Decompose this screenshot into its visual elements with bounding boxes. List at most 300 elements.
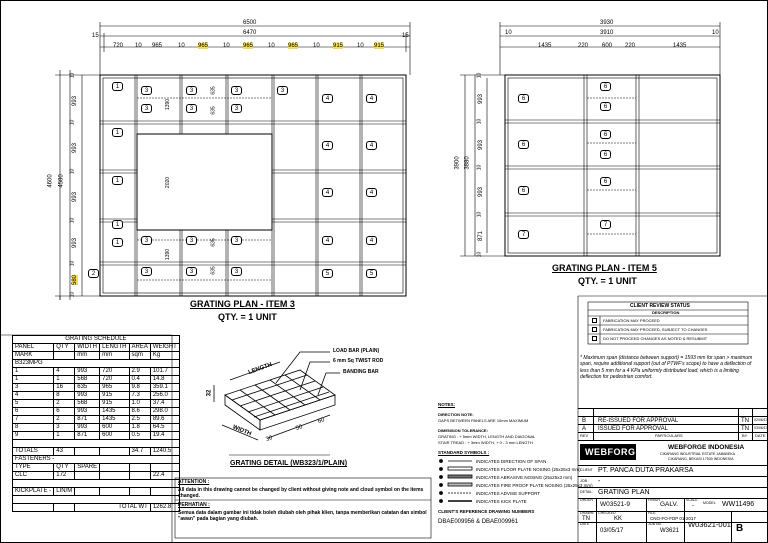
table-row bbox=[13, 344, 180, 352]
attention-id-text: Semua data dalam gambar ini tidak boleh diubah oleh pihak klien, tanpa memberikan catatan dan simbol "awan" pada bagian yang diubah. bbox=[178, 510, 427, 522]
table-cell: 1.8 bbox=[129, 424, 150, 432]
item3-seg-4: 965 bbox=[198, 43, 209, 49]
rev-head-desc: PARTICULARS bbox=[655, 433, 683, 438]
rev-head-rev: REV bbox=[580, 433, 589, 438]
panel-mark: 3 bbox=[186, 86, 197, 95]
table-cell: 1 bbox=[54, 432, 75, 440]
table-cell: 37.4 bbox=[150, 400, 179, 408]
item3-left-outer: 4600 bbox=[47, 174, 54, 188]
total-wt-row bbox=[13, 504, 180, 512]
dim-30: 30 bbox=[265, 435, 274, 443]
banding-bar-label: BANDING BAR bbox=[343, 369, 379, 375]
panel-mark: 3 bbox=[186, 104, 197, 113]
item5-left-row-1: 993 bbox=[478, 93, 485, 105]
client-value: PT. PANCA DUTA PRAKARSA bbox=[598, 467, 694, 474]
panel-mark: 1 bbox=[112, 238, 123, 247]
panel-mark: 1 bbox=[112, 176, 123, 185]
table-row bbox=[13, 408, 180, 416]
rev-head-date: DATE bbox=[755, 433, 766, 438]
table-row bbox=[13, 416, 180, 424]
item5-left-row-8: 10 bbox=[476, 251, 483, 258]
table-cell: 64.5 bbox=[150, 424, 179, 432]
item3-top-left-margin: 15 bbox=[92, 33, 99, 39]
panel-mark: 1 bbox=[112, 128, 123, 137]
symbols-head: STANDARD SYMBOLS : bbox=[438, 450, 490, 455]
item5-left-row-2: 10 bbox=[476, 118, 483, 125]
item3-inner-635b: 635 bbox=[210, 106, 217, 115]
rev-date: 03/05/17 bbox=[754, 426, 768, 430]
panel-mark: 3 bbox=[277, 86, 288, 95]
table-cell: 8.6 bbox=[129, 408, 150, 416]
item3-seg-12: 915 bbox=[374, 43, 385, 49]
symbol-advise-support: INDICATES ADVISE SUPPORT bbox=[476, 491, 541, 496]
panel-mark: 6 bbox=[518, 140, 529, 149]
order-value: W03521-9 bbox=[600, 501, 630, 508]
table-cell: 256.0 bbox=[150, 392, 179, 400]
col-header: AREA bbox=[129, 344, 150, 352]
item5-left-row-5: 993 bbox=[478, 186, 485, 198]
table-cell: 1.0 bbox=[129, 400, 150, 408]
table-cell: KICKPLATE - bbox=[13, 488, 54, 496]
table-cell: 993 bbox=[75, 424, 100, 432]
panel-mark: 5 bbox=[322, 269, 333, 278]
order-label: ORDER bbox=[580, 498, 593, 502]
col-subheader: mm bbox=[75, 352, 100, 360]
rev-by: TN bbox=[741, 426, 749, 432]
item3-top-overall: 6500 bbox=[243, 20, 257, 26]
col-subheader: mm bbox=[100, 352, 129, 360]
item3-left-row-4: 10 bbox=[69, 168, 76, 175]
table-cell: 101.7 bbox=[150, 368, 179, 376]
item3-seg-0: 720 bbox=[113, 43, 124, 49]
item5-left-outer: 3900 bbox=[454, 156, 461, 170]
panel-mark: 3 bbox=[231, 104, 242, 113]
item3-top-inner: 6470 bbox=[243, 30, 257, 36]
item3-seg-7: 10 bbox=[268, 43, 275, 49]
finish-label: FINISH bbox=[648, 498, 660, 502]
item3-qty: QTY. = 1 UNIT bbox=[218, 312, 277, 322]
review-option: FABRICATION MAY PROCEED, SUBJECT TO CHANGES bbox=[603, 327, 708, 332]
item5-seg-3: 220 bbox=[625, 43, 636, 49]
rev-code: A bbox=[582, 426, 587, 432]
table-row bbox=[13, 432, 180, 440]
item5-seg-2: 600 bbox=[602, 43, 613, 49]
panel-mark: 6 bbox=[518, 94, 529, 103]
table-cell: 22.4 bbox=[150, 472, 179, 480]
symbol-kick-plate: INDICATES KICK PLATE bbox=[476, 499, 527, 504]
panel-mark: 1 bbox=[112, 220, 123, 229]
item5-left-inner: 3880 bbox=[464, 156, 471, 170]
symbol-floor-plate: INDICATES FLOOR PLATE NOSING (25x25x3 mm) bbox=[476, 467, 581, 472]
table-cell: 568 bbox=[75, 376, 100, 384]
table-cell: 89.6 bbox=[150, 416, 179, 424]
table-cell: 3 bbox=[54, 424, 75, 432]
panel-mark: 3 bbox=[141, 236, 152, 245]
panel-mark: 3 bbox=[141, 86, 152, 95]
dim-50: 50 bbox=[295, 424, 304, 432]
table-cell: 871 bbox=[75, 432, 100, 440]
review-checkbox[interactable] bbox=[592, 327, 597, 332]
table-cell bbox=[13, 496, 180, 504]
table-row bbox=[13, 480, 180, 488]
job-no-label: JOB No. bbox=[648, 522, 662, 526]
job-label: JOB bbox=[580, 479, 587, 483]
panel-mark: 6 bbox=[600, 130, 611, 139]
table-cell bbox=[75, 472, 100, 480]
panel-mark: 4 bbox=[322, 236, 333, 245]
table-cell: 8 bbox=[54, 392, 75, 400]
item3-seg-9: 10 bbox=[313, 43, 320, 49]
table-cell: 172 bbox=[54, 472, 75, 480]
panel-mark: 3 bbox=[141, 104, 152, 113]
table-cell bbox=[100, 448, 129, 456]
item5-left-row-6: 10 bbox=[476, 211, 483, 218]
item3-seg-3: 10 bbox=[178, 43, 185, 49]
table-cell: 600 bbox=[100, 424, 129, 432]
table-cell: 965 bbox=[100, 384, 129, 392]
panel-mark: 7 bbox=[518, 230, 529, 239]
table-cell: 6 bbox=[13, 408, 54, 416]
panel-mark: 3 bbox=[231, 267, 242, 276]
table-cell: LIN/M bbox=[54, 488, 75, 496]
table-cell: 915 bbox=[100, 400, 129, 408]
col-subheader: MARK bbox=[13, 352, 54, 360]
panel-mark: 6 bbox=[600, 82, 611, 91]
table-cell: TOTAL WT bbox=[75, 504, 151, 512]
review-desc-head: DESCRIPTION bbox=[652, 310, 680, 315]
item5-left-row-0: 10 bbox=[476, 72, 483, 79]
rev-desc: RE-ISSUED FOR APPROVAL bbox=[598, 418, 679, 424]
item3-seg-11: 10 bbox=[357, 43, 364, 49]
date-value: 03/05/17 bbox=[600, 528, 624, 534]
table-cell bbox=[150, 464, 179, 472]
finish-value: GALV. bbox=[660, 501, 679, 508]
table-cell: 6 bbox=[54, 408, 75, 416]
table-cell: 2.9 bbox=[129, 368, 150, 376]
table-row bbox=[13, 336, 180, 344]
item5-left-row-3: 993 bbox=[478, 139, 485, 151]
item5-top-margin-left: 10 bbox=[505, 30, 512, 36]
col-header: PANEL bbox=[13, 344, 54, 352]
panel-mark: 3 bbox=[231, 86, 242, 95]
item3-inner-1390: 1390 bbox=[165, 98, 172, 111]
table-cell bbox=[13, 504, 54, 512]
table-cell: 1 bbox=[13, 368, 54, 376]
item3-left-row-10: 10 bbox=[69, 291, 76, 298]
table-cell bbox=[129, 472, 150, 480]
panel-mark: 3 bbox=[231, 236, 242, 245]
table-cell: 0.5 bbox=[129, 432, 150, 440]
table-cell bbox=[100, 472, 129, 480]
table-cell: 1 bbox=[13, 376, 54, 384]
detail-label: DETAIL bbox=[580, 490, 593, 494]
rev-date: 02/05/17 bbox=[754, 418, 768, 422]
item3-top-right-margin: 15 bbox=[402, 33, 409, 39]
fastener-row bbox=[13, 472, 180, 480]
totals-row bbox=[13, 448, 180, 456]
table-cell: 1435 bbox=[100, 416, 129, 424]
drawing-rev: B bbox=[736, 523, 744, 534]
kickplate-row bbox=[13, 488, 180, 496]
model-value: WW11496 bbox=[722, 501, 755, 508]
twist-rod-label: 6 mm Sq TWIST ROD bbox=[333, 358, 384, 364]
table-cell bbox=[100, 488, 129, 496]
file-value: CNO-FO-FDP 01-2017 bbox=[650, 516, 696, 521]
item5-seg-4: 1435 bbox=[673, 43, 687, 49]
col-subheader: sqm bbox=[129, 352, 150, 360]
table-cell bbox=[13, 480, 180, 488]
symbols-glyphs bbox=[438, 458, 474, 510]
symbol-abrasive: INDICATES ABRASIVE NOSING (25x25x3 mm) bbox=[476, 475, 573, 480]
client-ref: DBAE009956 & DBAE009961 bbox=[438, 519, 519, 525]
table-cell: 915 bbox=[100, 392, 129, 400]
table-cell: 7.3 bbox=[129, 392, 150, 400]
load-bar-label: LOAD BAR (PLAIN) bbox=[333, 348, 380, 354]
item3-left-row-0: 10 bbox=[69, 72, 76, 79]
col-header: WIDTH bbox=[75, 344, 100, 352]
drawing-number: W03621-001 bbox=[688, 520, 731, 529]
table-cell: 19.4 bbox=[150, 432, 179, 440]
table-cell: 720 bbox=[100, 376, 129, 384]
table-row bbox=[13, 368, 180, 376]
table-cell bbox=[129, 488, 150, 496]
table-cell: TYPE bbox=[13, 464, 54, 472]
length-label: LENGTH bbox=[247, 361, 273, 377]
item3-left-row-2: 10 bbox=[69, 119, 76, 126]
table-cell: 1240.5 bbox=[150, 448, 179, 456]
attention-text: All data in this drawing cannot be changed by client without giving note and cloud symbol on the items changed. bbox=[178, 487, 424, 499]
item3-seg-10: 915 bbox=[333, 43, 344, 49]
item3-left-row-3: 993 bbox=[72, 142, 79, 154]
table-cell: 600 bbox=[100, 432, 129, 440]
panel-mark: 6 bbox=[600, 102, 611, 111]
symbol-direction: INDICATES DIRECTION OF SPAN bbox=[476, 459, 547, 464]
item3-left-row-7: 993 bbox=[72, 237, 79, 249]
review-option: DO NOT PROCEED CHANGES AS NOTED & RESUBMIT bbox=[603, 336, 708, 341]
item3-inner-635a: 635 bbox=[210, 86, 217, 95]
col-subheader bbox=[54, 352, 75, 360]
table-cell: 9.8 bbox=[129, 384, 150, 392]
panel-mark: 4 bbox=[366, 236, 377, 245]
table-cell: 720 bbox=[100, 368, 129, 376]
table-cell: 2 bbox=[54, 416, 75, 424]
item3-left-row-6: 10 bbox=[69, 217, 76, 224]
job-no-value: W3621 bbox=[660, 528, 680, 534]
review-checkbox[interactable] bbox=[592, 336, 597, 341]
panel-mark: 7 bbox=[600, 220, 611, 229]
table-cell: 0.4 bbox=[129, 376, 150, 384]
attention-id-head: PERHATIAN : bbox=[178, 502, 210, 508]
col-subheader: Kg bbox=[150, 352, 179, 360]
item3-left-row-8: 10 bbox=[69, 260, 76, 267]
attention-head: ATTENTION : bbox=[178, 479, 210, 485]
item5-top-inner: 3910 bbox=[600, 30, 614, 36]
panel-mark: 4 bbox=[366, 94, 377, 103]
rev-by: TN bbox=[741, 418, 749, 424]
panel-mark: 2 bbox=[88, 269, 99, 278]
table-row bbox=[13, 384, 180, 392]
rev-code: B bbox=[582, 418, 587, 424]
detail-value: GRATING PLAN bbox=[598, 489, 650, 496]
table-cell: 4 bbox=[54, 368, 75, 376]
table-row bbox=[13, 456, 180, 464]
table-cell: 3 bbox=[13, 384, 54, 392]
table-cell: 14.8 bbox=[150, 376, 179, 384]
company-address-1: CIKARANG INDUSTRIAL ESTATE JABABEKA bbox=[660, 452, 736, 456]
table-row bbox=[13, 464, 180, 472]
table-cell: 8 bbox=[13, 424, 54, 432]
item5-top-overall: 3930 bbox=[600, 20, 614, 26]
rev-head-by: BY bbox=[742, 433, 748, 438]
col-header: QTY bbox=[54, 344, 75, 352]
grating-schedule bbox=[12, 335, 180, 512]
table-cell: 43 bbox=[54, 448, 75, 456]
panel-mark: 4 bbox=[366, 141, 377, 150]
table-cell: 34.7 bbox=[129, 448, 150, 456]
item3-left-row-1: 993 bbox=[72, 95, 79, 107]
table-cell: 568 bbox=[75, 400, 100, 408]
table-cell: 5 bbox=[13, 400, 54, 408]
checked-label: CHECKED bbox=[598, 511, 616, 515]
item3-seg-6: 965 bbox=[243, 43, 254, 49]
review-checkbox[interactable] bbox=[592, 318, 597, 323]
table-row bbox=[13, 392, 180, 400]
table-cell: 298.0 bbox=[150, 408, 179, 416]
item5-title: GRATING PLAN - ITEM 5 bbox=[552, 263, 657, 273]
table-cell: 993 bbox=[75, 408, 100, 416]
table-row bbox=[13, 352, 180, 360]
direction-text: GAPS BETWEEN PANELS ARE 10mm MAXIMUM bbox=[438, 418, 529, 423]
item3-seg-1: 10 bbox=[135, 43, 142, 49]
model-label: MODEL bbox=[703, 501, 716, 505]
table-cell: 2 bbox=[54, 400, 75, 408]
panel-mark: 6 bbox=[600, 177, 611, 186]
item3-inner-635d: 635 bbox=[210, 266, 217, 275]
table-cell bbox=[75, 448, 100, 456]
symbol-fireproof: INDICATES FIRE PROOF PLATE NOSING (25x25x3 mm) bbox=[476, 483, 593, 488]
col-header: LENGTH bbox=[100, 344, 129, 352]
table-cell: 1435 bbox=[100, 408, 129, 416]
job-value: - bbox=[598, 478, 601, 485]
item3-inner-635c: 635 bbox=[210, 238, 217, 247]
company-logo bbox=[580, 444, 642, 460]
table-cell: 993 bbox=[75, 392, 100, 400]
table-row bbox=[13, 400, 180, 408]
review-option: FABRICATION MAY PROCEED bbox=[603, 318, 660, 323]
item3-seg-5: 10 bbox=[223, 43, 230, 49]
table-cell: 1262.8 bbox=[150, 504, 179, 512]
table-cell: 16 bbox=[54, 384, 75, 392]
table-cell: 7 bbox=[13, 416, 54, 424]
item5-seg-0: 1435 bbox=[538, 43, 552, 49]
item3-inner-1390b: 1390 bbox=[165, 248, 172, 261]
table-cell: 4 bbox=[13, 392, 54, 400]
client-label: CLIENT bbox=[580, 468, 593, 472]
table-cell bbox=[54, 504, 75, 512]
panel-mark: 3 bbox=[186, 236, 197, 245]
panel-mark: 4 bbox=[322, 188, 333, 197]
col-header: WEIGHT bbox=[150, 344, 179, 352]
table-cell: 635 bbox=[75, 384, 100, 392]
review-title: CLIENT REVIEW STATUS bbox=[630, 303, 690, 309]
table-cell: TOTALS bbox=[13, 448, 54, 456]
table-cell: 2.5 bbox=[129, 416, 150, 424]
grating-tolerance: GRATING : + 5mm WIDTH, LENGTH AND DIAGONAL bbox=[438, 434, 536, 439]
item3-title: GRATING PLAN - ITEM 3 bbox=[190, 299, 295, 309]
detail-title: GRATING DETAIL (WB323/1/PLAIN) bbox=[230, 460, 348, 467]
company-address-2: CIKARANG, BEKASI 17530 INDONESIA bbox=[668, 457, 734, 461]
dim-60: 60 bbox=[317, 417, 326, 425]
item5-seg-1: 220 bbox=[578, 43, 589, 49]
table-cell: WEBFORGE bbox=[585, 447, 642, 457]
table-cell bbox=[129, 464, 150, 472]
rev-desc: ISSUED FOR APPROVAL bbox=[598, 426, 668, 432]
panel-mark: 1 bbox=[112, 82, 123, 91]
fasteners-label: FASTENERS - bbox=[13, 456, 180, 464]
item3-left-row-9: 580 bbox=[72, 274, 79, 286]
dim-32: 32 bbox=[206, 389, 213, 397]
item3-seg-8: 965 bbox=[288, 43, 299, 49]
table-cell: 871 bbox=[75, 416, 100, 424]
stair-tolerance: STAIR TREAD : + 3mm WIDTH, + 0 - 3 mm LENGTH bbox=[438, 440, 533, 445]
item5-qty: QTY. = 1 UNIT bbox=[578, 276, 637, 286]
item3-inner-2020: 2020 bbox=[165, 176, 172, 189]
tolerance-head: DIMENSION TOLERANCE: bbox=[438, 428, 488, 433]
file-label: FILE bbox=[648, 511, 656, 515]
item5-top-margin-right: 10 bbox=[712, 30, 719, 36]
table-cell bbox=[75, 488, 100, 496]
item5-left-row-4: 10 bbox=[476, 164, 483, 171]
table-cell: 1 bbox=[54, 376, 75, 384]
panel-mark: 5 bbox=[366, 269, 377, 278]
panel-mark: 6 bbox=[600, 150, 611, 159]
table-cell: CLC bbox=[13, 472, 54, 480]
table-row bbox=[13, 424, 180, 432]
panel-mark: 4 bbox=[322, 141, 333, 150]
notes-head: NOTES: bbox=[438, 402, 456, 407]
drawn-value: TN bbox=[582, 516, 590, 522]
panel-mark: 3 bbox=[141, 267, 152, 276]
drawn-label: DRAWN bbox=[580, 511, 594, 515]
panel-mark: 3 bbox=[186, 267, 197, 276]
table-cell: SPARE bbox=[75, 464, 100, 472]
panel-mark: 4 bbox=[322, 94, 333, 103]
table-cell: 993 bbox=[75, 368, 100, 376]
span-note: * Maximum span (distance between support) = 1593 mm for span > maximum span, require additional support (out of PTWF's scope) to have a deflection of less than 5 mm for a 4 KPa uniformly distributed load, which is a limiting deflection for pedestrian comfort. bbox=[580, 355, 753, 380]
table-cell: 9 bbox=[13, 432, 54, 440]
table-cell bbox=[100, 464, 129, 472]
schedule-spec: B323MPG bbox=[13, 360, 180, 368]
width-label: WIDTH bbox=[231, 424, 253, 438]
date-label: DATE bbox=[580, 522, 590, 526]
scale-value: - bbox=[692, 503, 694, 509]
panel-mark: 4 bbox=[366, 188, 377, 197]
item3-left-row-5: 993 bbox=[72, 191, 79, 203]
table-cell: 359.1 bbox=[150, 384, 179, 392]
company-name: WEBFORGE INDONESIA bbox=[668, 444, 745, 451]
table-cell: QTY bbox=[54, 464, 75, 472]
table-row bbox=[13, 376, 180, 384]
table-cell bbox=[150, 488, 179, 496]
client-ref-head: CLIENT'S REFERENCE DRAWING NUMBERS bbox=[438, 509, 535, 514]
item3-left-inner: 4580 bbox=[58, 174, 65, 188]
checked-value: KK bbox=[614, 516, 623, 522]
table-row bbox=[13, 360, 180, 368]
item3-seg-2: 965 bbox=[152, 43, 163, 49]
table-cell bbox=[13, 440, 180, 448]
schedule-title: GRATING SCHEDULE bbox=[13, 336, 180, 344]
panel-mark: 6 bbox=[518, 186, 529, 195]
